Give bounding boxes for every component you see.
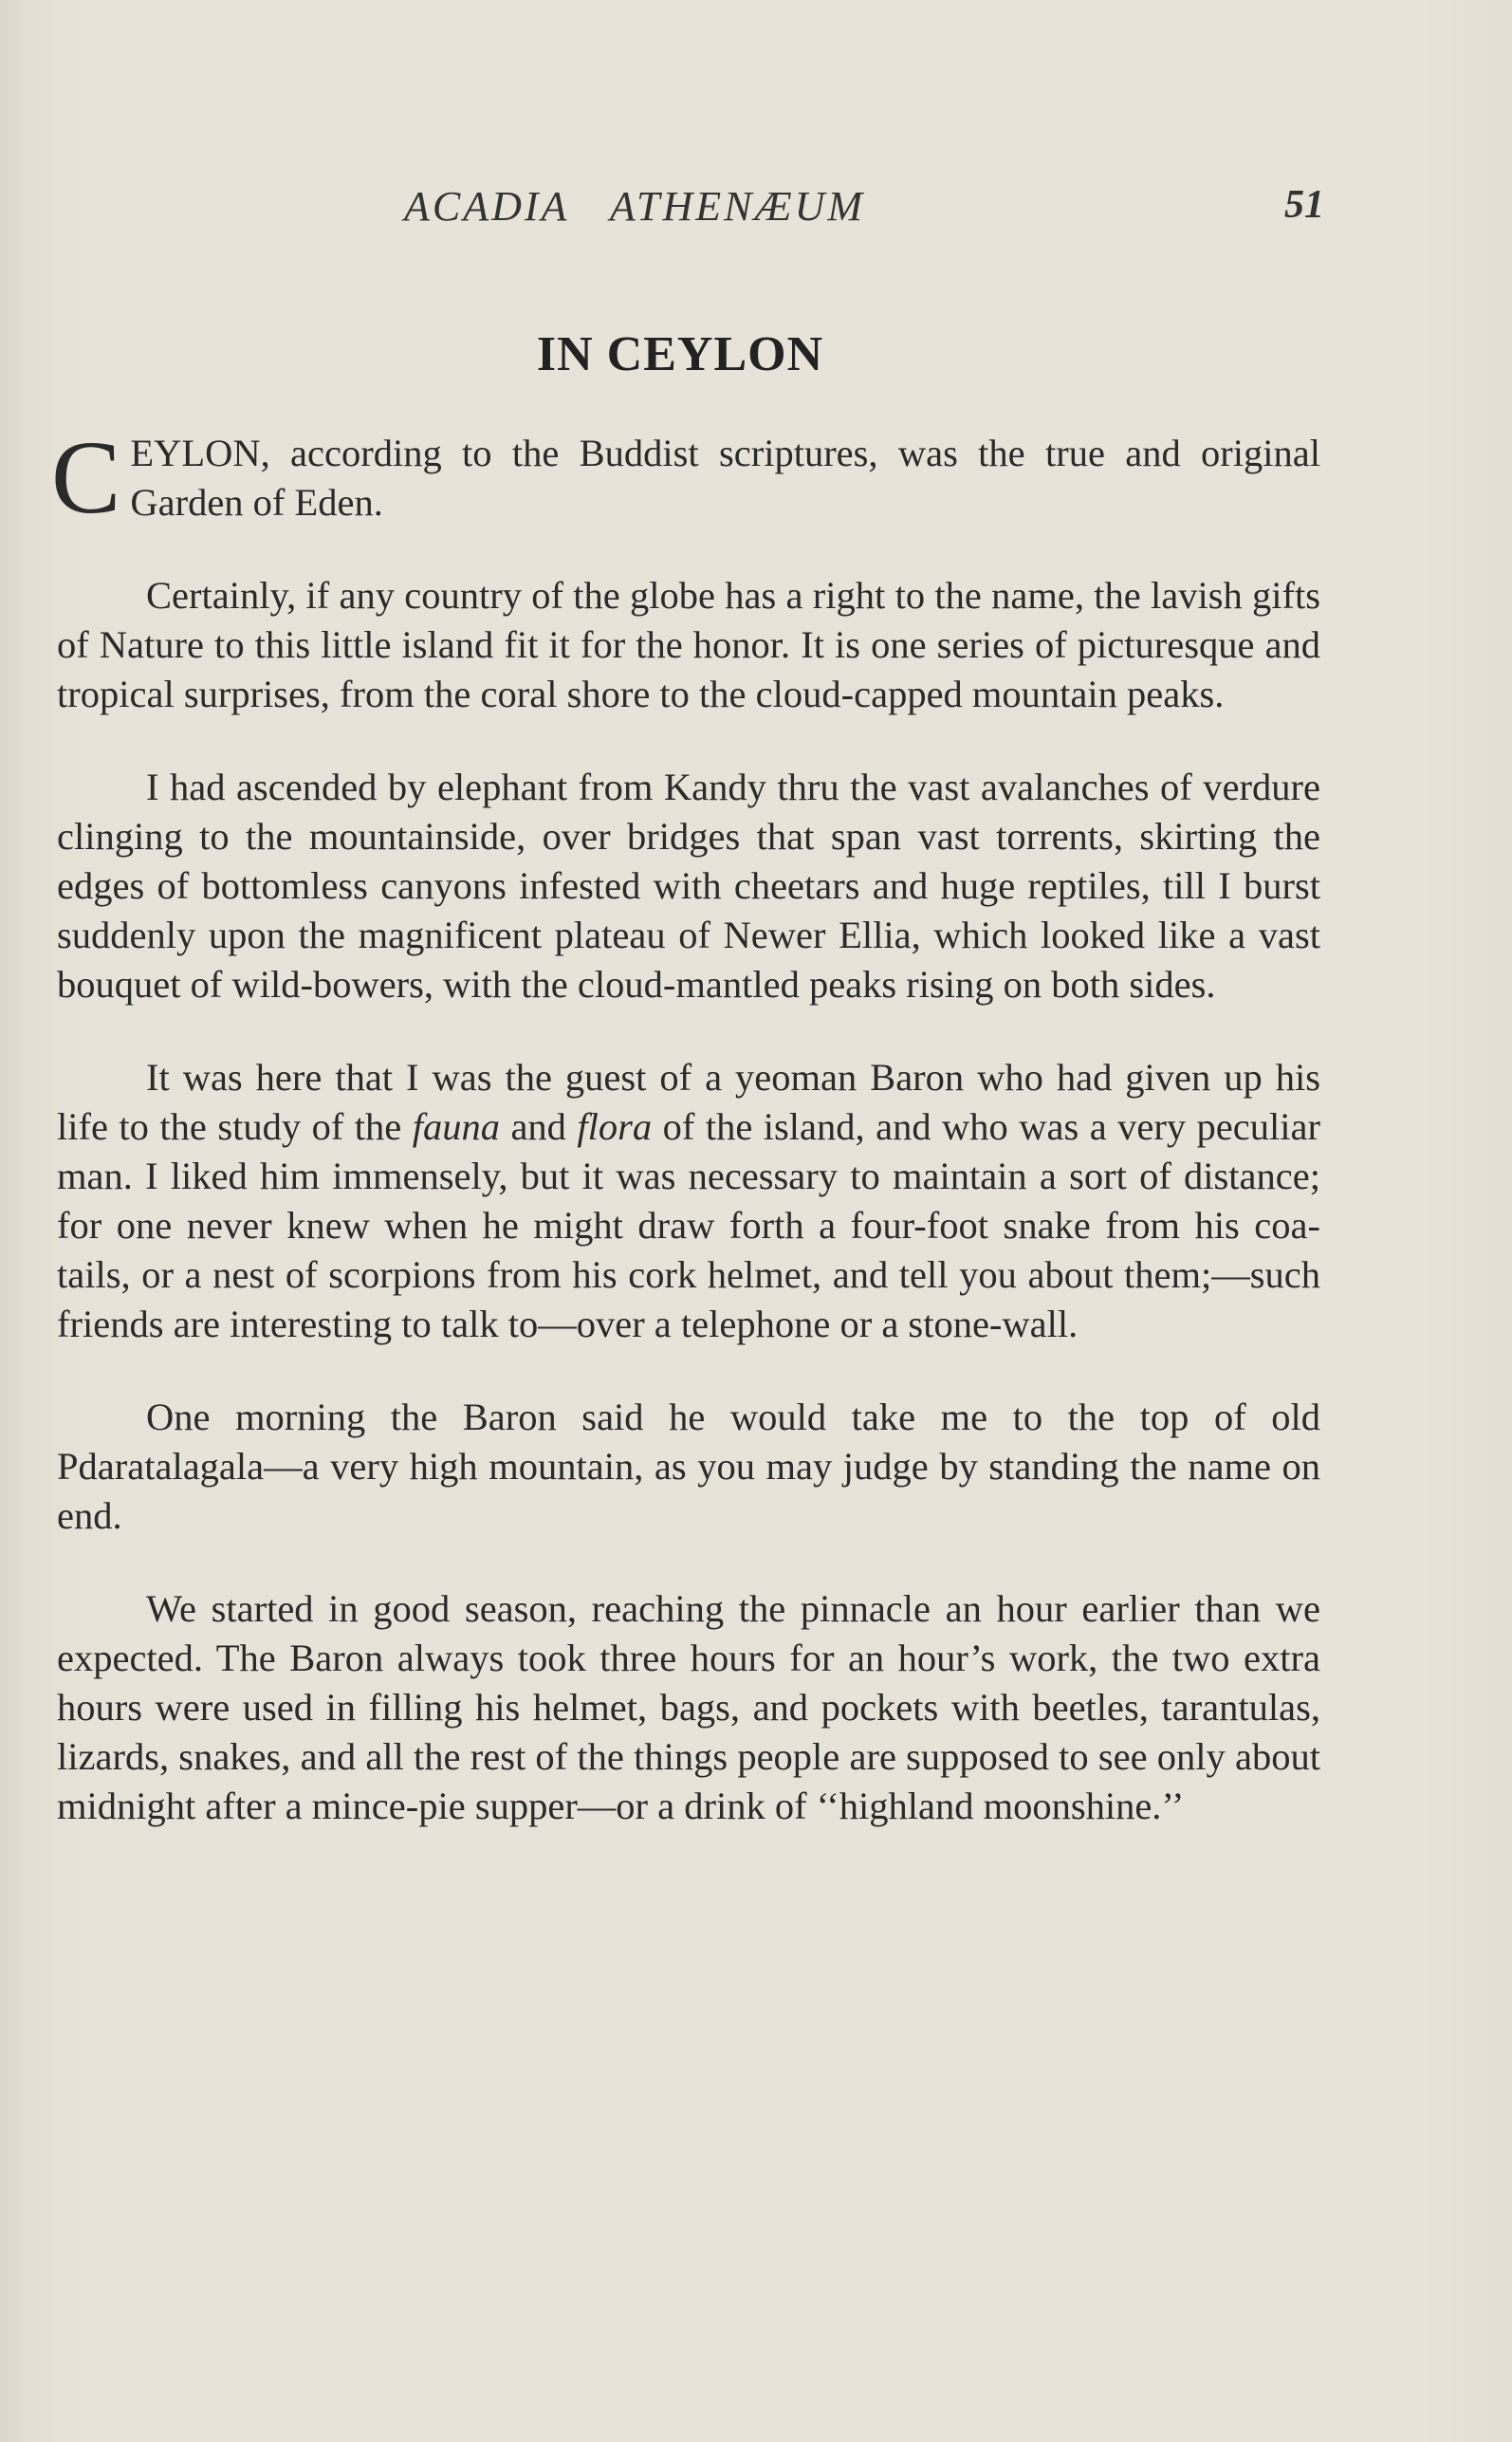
paragraph-4-text-b: of the island, and who was a very peculiar man. I liked him immensely, but it was necessary to maintain a sort of distance; for one never knew when he might draw forth a four-foot snake from his coa-tails, or a nest of scorpions from his cork helmet, and tell you about them;—such friends are interesting to talk to—over a telephone or a stone-wall. bbox=[57, 1105, 1320, 1345]
paragraph-5: One morning the Baron said he would take me to the top of old Pdaratalagala—a very high mountain, as you may judge by standing the name on end. bbox=[57, 1396, 1320, 1537]
paragraph-1 bbox=[51, 419, 1320, 535]
paragraph-4 bbox=[57, 1053, 1320, 1349]
article-body bbox=[51, 419, 1320, 1875]
paragraph-1-text: EYLON, according to the Buddist scriptures, was the true and original Garden of Eden. bbox=[130, 432, 1320, 524]
fauna-italic: fauna bbox=[412, 1105, 500, 1148]
paragraph-4-and: and bbox=[499, 1105, 578, 1148]
paragraph-2: Certainly, if any country of the globe has a right to the name, the lavish gifts of Nature to this little island fit it for the honor. It is one series of picturesque and tropical surprises, from the coral shore to the cloud-capped mountain peaks. bbox=[57, 574, 1320, 715]
page-number: 51 bbox=[1284, 183, 1324, 227]
paragraph-3: I had ascended by elephant from Kandy thru the vast avalanches of verdure clinging to the mountainside, over bridges that span vast torrents, skirting the edges of bottomless canyons infested with cheetars and huge reptiles, till I burst suddenly upon the magnificent plateau of Newer Ellia, which looked like a vast bouquet of wild-bowers, with the cloud-mantled peaks rising on both sides. bbox=[57, 766, 1320, 1006]
drop-cap: C bbox=[51, 419, 121, 535]
running-header bbox=[57, 182, 1324, 239]
article-title: IN CEYLON bbox=[536, 327, 824, 381]
flora-italic: flora bbox=[577, 1105, 653, 1148]
paragraph-4-text-a: It was here that I was the guest of a yeoman Baron who had given up his life to the study of the bbox=[57, 1056, 1320, 1148]
running-title: ACADIA ATHENÆUM bbox=[404, 183, 866, 230]
paragraph-6: We started in good season, reaching the pinnacle an hour earlier than we expected. The Baron always took three hours for an hour’s work, the two extra hours were used in filling his helmet, bags, and pockets with beetles, tarantulas, lizards, snakes, and all the rest of the things people are supposed to see only about midnight after a mince-pie supper—or a drink of ‘‘highland moonshine.’’ bbox=[57, 1587, 1320, 1827]
